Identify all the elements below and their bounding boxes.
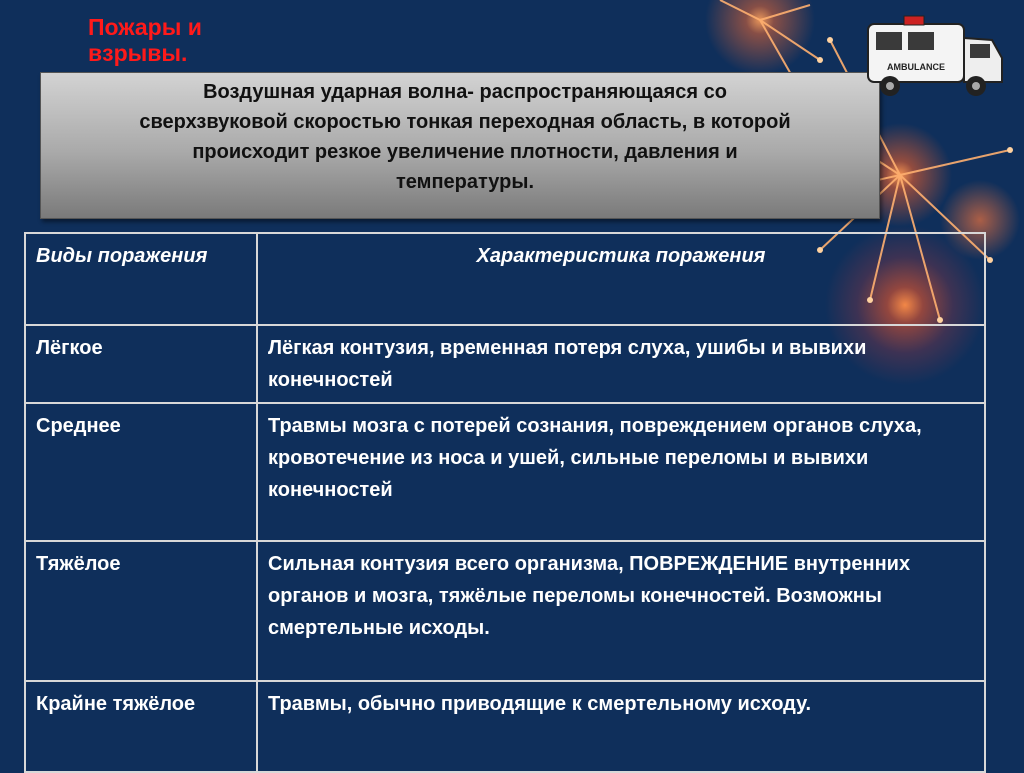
damage-description-cell: Сильная контузия всего организма, ПОВРЕЖДЕНИЕ внутренних органов и мозга, тяжёлые переломы конечностей. Возможны смертельные исходы.	[257, 541, 985, 681]
table-row	[25, 325, 985, 403]
definition-text: Воздушная ударная волна- распространяющаяся со сверхзвуковой скоростью тонкая переходная область, в которой происходит резкое увеличение плотности, давления и температуры.	[139, 81, 791, 193]
damage-description-cell: Травмы мозга с потерей сознания, повреждением органов слуха, кровотечение из носа и ушей, сильные переломы и вывихи конечностей	[257, 403, 985, 541]
damage-type-cell: Среднее	[25, 403, 257, 541]
damage-type-cell: Лёгкое	[25, 325, 257, 403]
table-row	[25, 541, 985, 681]
table-header-row	[25, 233, 985, 325]
header-damage-type: Виды поражения	[25, 233, 257, 325]
damage-description-cell: Лёгкая контузия, временная потеря слуха, ушибы и вывихи конечностей	[257, 325, 985, 403]
damage-description-cell: Травмы, обычно приводящие к смертельному исходу.	[257, 681, 985, 772]
definition-box	[40, 72, 880, 219]
ambulance-label: AMBULANCE	[887, 62, 945, 72]
table-row	[25, 403, 985, 541]
ambulance-icon	[864, 12, 1006, 104]
slide-title: Пожары и взрывы.	[88, 14, 202, 66]
damage-table	[24, 232, 986, 773]
damage-type-cell: Тяжёлое	[25, 541, 257, 681]
header-damage-characteristic: Характеристика поражения	[257, 233, 985, 325]
table-row	[25, 681, 985, 772]
damage-type-cell: Крайне тяжёлое	[25, 681, 257, 772]
